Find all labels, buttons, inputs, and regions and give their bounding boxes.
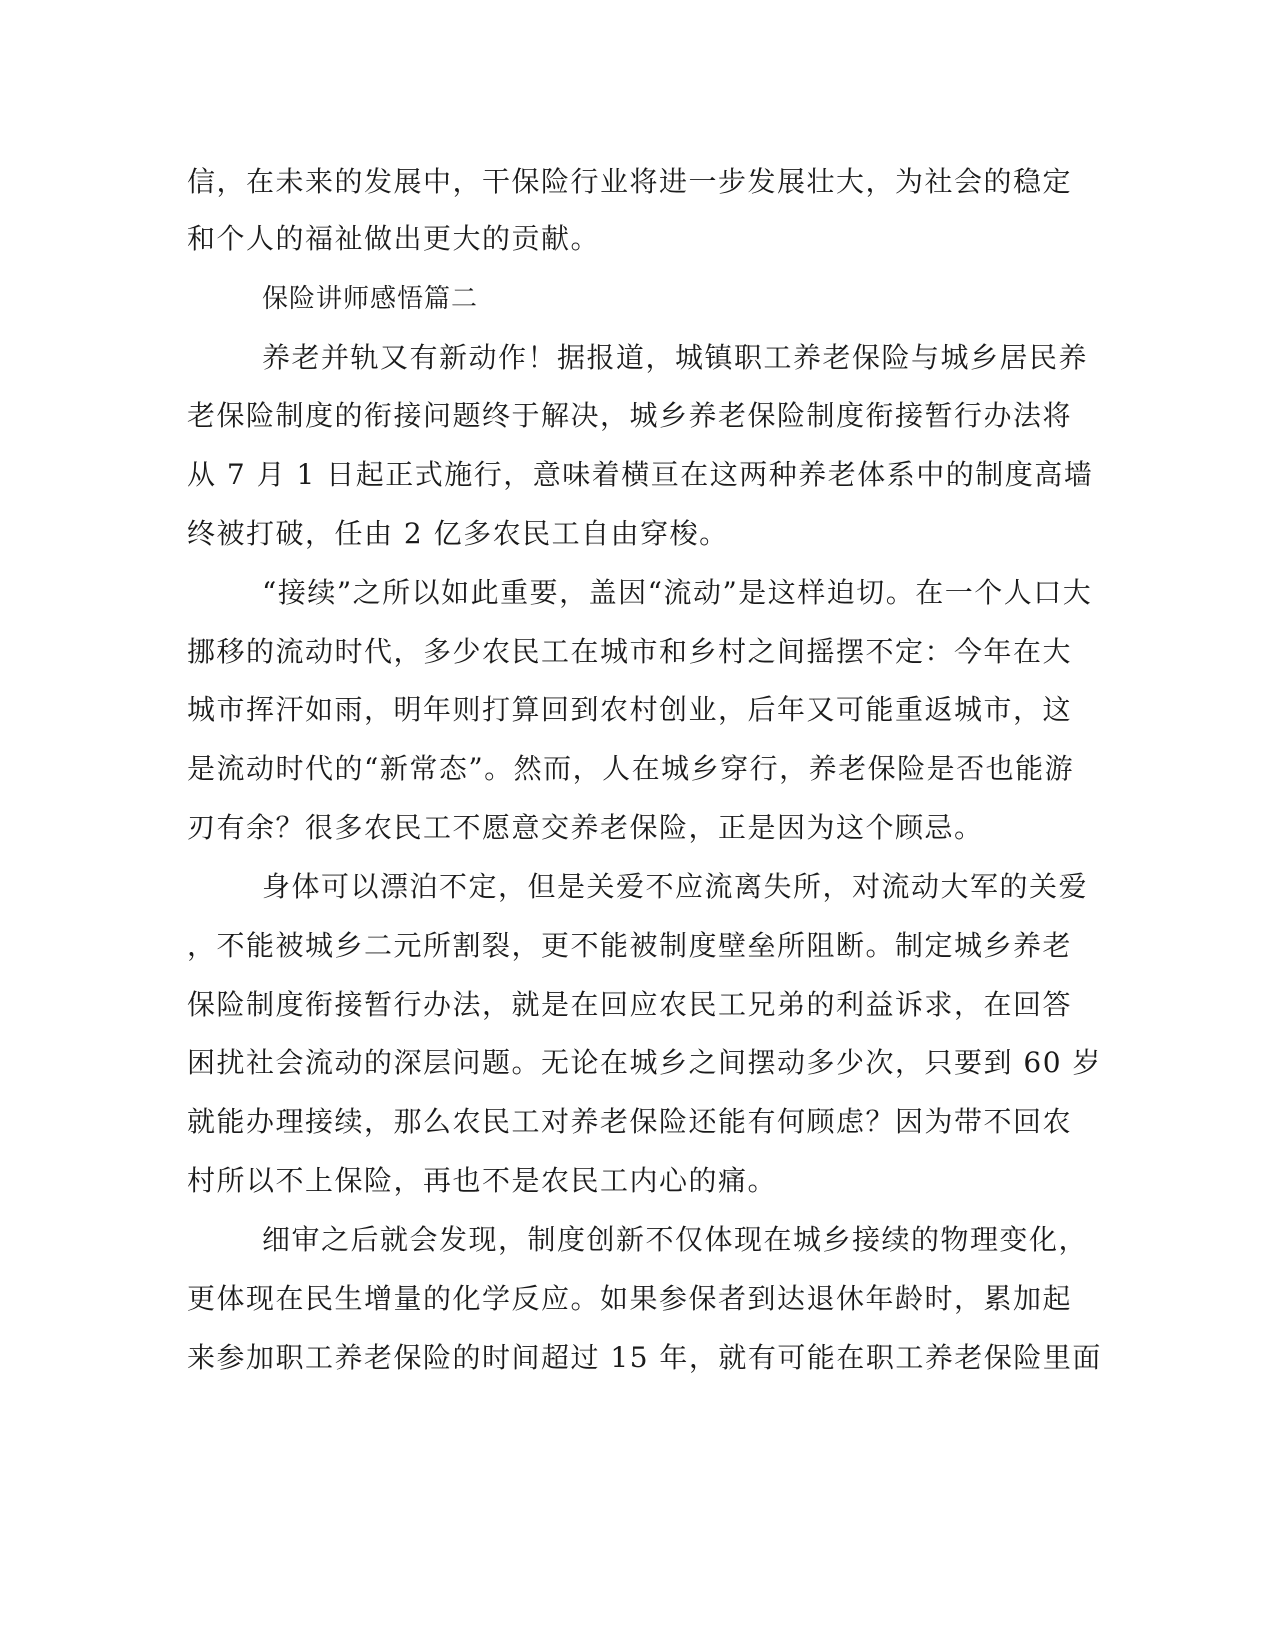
paragraph-line: 村所以不上保险，再也不是农民工内心的痛。	[187, 1164, 778, 1197]
paragraph-line: “接续”之所以如此重要，盖因“流动”是这样迫切。在一个人口大	[262, 576, 1093, 609]
paragraph-line: 从 7 月 1 日起正式施行，意味着横亘在这两种养老体系中的制度高墙	[187, 458, 1094, 491]
paragraph-line: 信，在未来的发展中，干保险行业将进一步发展壮大，为社会的稳定	[187, 165, 1073, 198]
paragraph-line: 挪移的流动时代，多少农民工在城市和乡村之间摇摆不定：今年在大	[187, 635, 1073, 668]
paragraph-line: 身体可以漂泊不定，但是关爱不应流离失所，对流动大军的关爱	[262, 870, 1089, 903]
paragraph-line: 终被打破，任由 2 亿多农民工自由穿梭。	[187, 517, 729, 550]
paragraph-line: ，不能被城乡二元所割裂，更不能被制度壁垒所阻断。制定城乡养老	[187, 929, 1073, 962]
paragraph-line: 困扰社会流动的深层问题。无论在城乡之间摆动多少次，只要到 60 岁	[187, 1046, 1102, 1079]
paragraph-line: 老保险制度的衔接问题终于解决，城乡养老保险制度衔接暂行办法将	[187, 399, 1073, 432]
paragraph-line: 保险制度衔接暂行办法，就是在回应农民工兄弟的利益诉求，在回答	[187, 988, 1073, 1021]
paragraph-line: 是流动时代的“新常态”。然而，人在城乡穿行，养老保险是否也能游	[187, 752, 1075, 785]
paragraph-line: 和个人的福祉做出更大的贡献。	[187, 222, 601, 255]
section-heading: 保险讲师感悟篇二	[262, 284, 479, 314]
paragraph-line: 就能办理接续，那么农民工对养老保险还能有何顾虑？因为带不回农	[187, 1105, 1073, 1138]
paragraph-line: 刃有余？很多农民工不愿意交养老保险，正是因为这个顾忌。	[187, 811, 984, 844]
paragraph-line: 来参加职工养老保险的时间超过 15 年，就有可能在职工养老保险里面	[187, 1341, 1102, 1374]
paragraph-line: 更体现在民生增量的化学反应。如果参保者到达退休年龄时，累加起	[187, 1282, 1073, 1315]
paragraph-line: 细审之后就会发现，制度创新不仅体现在城乡接续的物理变化，	[262, 1223, 1089, 1256]
paragraph-line: 城市挥汗如雨，明年则打算回到农村创业，后年又可能重返城市，这	[187, 693, 1073, 726]
paragraph-line: 养老并轨又有新动作！据报道，城镇职工养老保险与城乡居民养	[262, 341, 1089, 374]
